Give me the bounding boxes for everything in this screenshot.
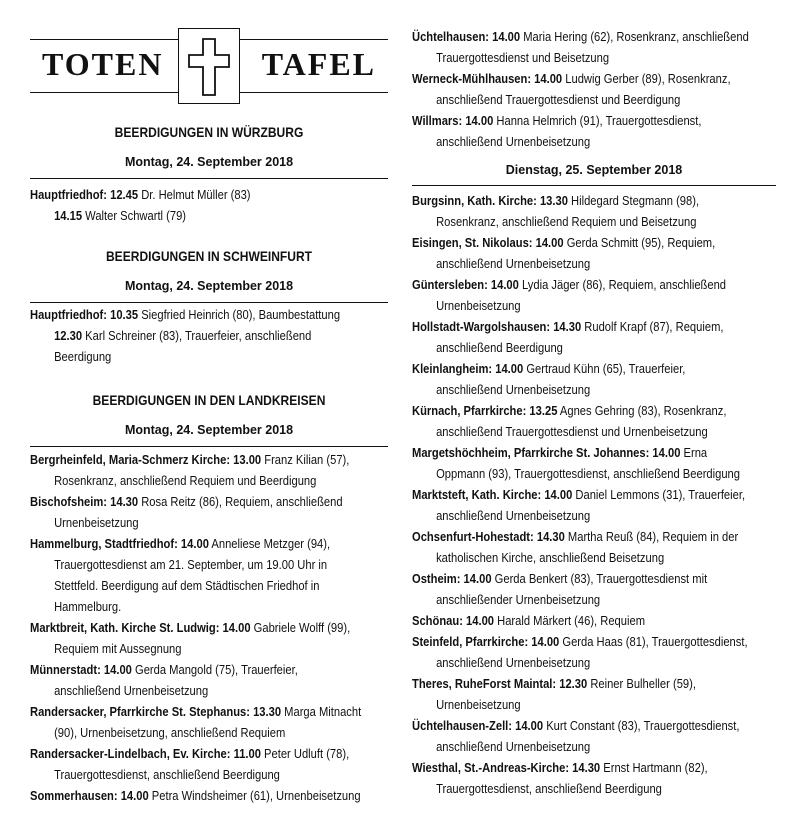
entry-text: Peter Udluft (78), — [260, 746, 350, 761]
entry — [30, 701, 361, 722]
entry-continuation: anschließend Urnenbeisetzung — [436, 134, 591, 149]
entry-text: Gerda Mangold (75), Trauerfeier, — [131, 662, 298, 677]
entry-text: Petra Windsheimer (61), Urnenbeisetzung — [148, 788, 361, 803]
entry-location: Margetshöchheim, Pfarrkirche St. Johannes: 14.00 — [412, 445, 681, 460]
entry-text: Siegfried Heinrich (80), Baumbestattung — [138, 307, 341, 322]
section-title-landkreise: BEERDIGUNGEN IN DEN LANDKREISEN — [92, 392, 326, 408]
entry-continuation: anschließend Beerdigung — [436, 340, 563, 355]
entry-continuation: Requiem mit Aussegnung — [54, 641, 182, 656]
entry-text: Marga Mitnacht — [281, 704, 362, 719]
entry — [412, 110, 749, 131]
entry-text: Hanna Helmrich (91), Trauergottesdienst, — [493, 113, 702, 128]
entry-location: Hauptfriedhof: 10.35 — [30, 307, 139, 322]
entry-continuation: Oppmann (93), Trauergottesdienst, anschließend Beerdigung — [436, 466, 740, 481]
entry-location: Kürnach, Pfarrkirche: 13.25 — [412, 403, 558, 418]
entry-text: Harald Märkert (46), Requiem — [494, 613, 646, 628]
entry — [412, 631, 748, 652]
entry-text: Daniel Lemmons (31), Trauerfeier, — [572, 487, 746, 502]
entry-text: Reiner Bulheller (59), — [587, 676, 696, 691]
entry-text: Maria Hering (62), Rosenkranz, anschließend — [520, 29, 749, 44]
entry-location: Bischofsheim: 14.30 — [30, 494, 139, 509]
entry-text: Gerda Haas (81), Trauergottesdienst, — [559, 634, 748, 649]
entry — [412, 673, 748, 694]
entry-location: Kleinlangheim: 14.00 — [412, 361, 524, 376]
entry — [412, 316, 748, 337]
entry-location: Ostheim: 14.00 — [412, 571, 492, 586]
entry-continuation: (90), Urnenbeisetzung, anschließend Requiem — [54, 725, 286, 740]
entry — [412, 68, 749, 89]
entry-location: Schönau: 14.00 — [412, 613, 495, 628]
date-landkreise: Montag, 24. September 2018 — [124, 423, 294, 437]
cross-icon — [178, 28, 240, 104]
entry — [412, 232, 748, 253]
entry-text: Rudolf Krapf (87), Requiem, — [581, 319, 724, 334]
entry-continuation: Beerdigung — [54, 349, 112, 364]
entry — [412, 568, 748, 589]
entry — [30, 785, 361, 806]
entry-continuation: anschließend Urnenbeisetzung — [436, 739, 591, 754]
entry-continuation: anschließend Urnenbeisetzung — [436, 508, 591, 523]
divider — [30, 178, 388, 179]
entry — [412, 610, 748, 631]
masthead — [30, 28, 388, 108]
divider — [30, 302, 388, 303]
entry-continuation: anschließend Urnenbeisetzung — [436, 655, 591, 670]
entry-location: Sommerhausen: 14.00 — [30, 788, 149, 803]
entry-continuation: Urnenbeisetzung — [436, 298, 521, 313]
entry-text: Hildegard Stegmann (98), — [567, 193, 700, 208]
entry-continuation: Trauergottesdienst und Beisetzung — [436, 50, 610, 65]
divider — [30, 446, 388, 447]
date-tuesday: Dienstag, 25. September 2018 — [505, 163, 683, 177]
entry-location: 14.15 — [54, 208, 83, 223]
entry — [412, 274, 748, 295]
entry-continuation: Hammelburg. — [54, 599, 122, 614]
entry-text: Franz Kilian (57), — [261, 452, 350, 467]
entry-location: Randersacker, Pfarrkirche St. Stephanus: 13.30 — [30, 704, 282, 719]
entry-list-right-top — [412, 26, 749, 152]
entry-location: Üchtelhausen-Zell: 14.00 — [412, 718, 544, 733]
entry-location: Marktbreit, Kath. Kirche St. Ludwig: 14.00 — [30, 620, 251, 635]
entry-continuation: Trauergottesdienst, anschließend Beerdigung — [54, 767, 280, 782]
entry-list-tuesday — [412, 190, 748, 799]
masthead-word-left: TOTEN — [42, 46, 164, 82]
entry — [412, 757, 748, 778]
entry-text: Lydia Jäger (86), Requiem, anschließend — [518, 277, 727, 292]
entry — [30, 491, 361, 512]
entry-location: Burgsinn, Kath. Kirche: 13.30 — [412, 193, 568, 208]
entry-location: Hauptfriedhof: 12.45 — [30, 187, 139, 202]
entry-location: Hammelburg, Stadtfriedhof: 14.00 — [30, 536, 209, 551]
entry-text: Gerda Schmitt (95), Requiem, — [563, 235, 716, 250]
entry — [412, 26, 749, 47]
entry-text: Gertraud Kühn (65), Trauerfeier, — [523, 361, 686, 376]
entry-text: Martha Reuß (84), Requiem in der — [564, 529, 739, 544]
entry — [412, 358, 748, 379]
entry-continuation: Rosenkranz, anschließend Requiem und Beerdigung — [54, 473, 317, 488]
entry-location: Randersacker-Lindelbach, Ev. Kirche: 11.00 — [30, 746, 261, 761]
entry — [30, 659, 361, 680]
entry — [412, 526, 748, 547]
entry-continuation: anschließend Urnenbeisetzung — [436, 256, 591, 271]
entry-location: Steinfeld, Pfarrkirche: 14.00 — [412, 634, 560, 649]
entry-location: Werneck-Mühlhausen: 14.00 — [412, 71, 563, 86]
entry-continuation: anschließend Urnenbeisetzung — [436, 382, 591, 397]
entry-location: Eisingen, St. Nikolaus: 14.00 — [412, 235, 564, 250]
date-schweinfurt: Montag, 24. September 2018 — [124, 279, 294, 293]
section-title-schweinfurt: BEERDIGUNGEN IN SCHWEINFURT — [105, 248, 313, 264]
entry-text: Anneliese Metzger (94), — [208, 536, 331, 551]
entry — [30, 304, 340, 367]
entry — [30, 449, 361, 470]
entry — [30, 617, 361, 638]
entry-text: Dr. Helmut Müller (83) — [138, 187, 251, 202]
entry-continuation: katholischen Kirche, anschließend Beisetzung — [436, 550, 665, 565]
entry-location: Willmars: 14.00 — [412, 113, 494, 128]
entry-text: Walter Schwartl (79) — [82, 208, 187, 223]
entry-location: Münnerstadt: 14.00 — [30, 662, 132, 677]
section-title-wuerzburg: BEERDIGUNGEN IN WÜRZBURG — [114, 124, 304, 140]
entry-continuation: Trauergottesdienst, anschließend Beerdigung — [436, 781, 662, 796]
entry-text: Ludwig Gerber (89), Rosenkranz, — [562, 71, 731, 86]
entry-location: Ochsenfurt-Hohestadt: 14.30 — [412, 529, 565, 544]
entry-continuation: Urnenbeisetzung — [54, 515, 139, 530]
entry-location: 12.30 — [54, 328, 83, 343]
entry-text: Gerda Benkert (83), Trauergottesdienst mit — [491, 571, 708, 586]
entry-continuation: Stettfeld. Beerdigung auf dem Städtischen Friedhof in — [54, 578, 320, 593]
entry-location: Theres, RuheForst Maintal: 12.30 — [412, 676, 588, 691]
entry-continuation: Rosenkranz, anschließend Requiem und Beisetzung — [436, 214, 697, 229]
entry-text: Agnes Gehring (83), Rosenkranz, — [557, 403, 727, 418]
entry-location: Bergrheinfeld, Maria-Schmerz Kirche: 13.00 — [30, 452, 262, 467]
entry-text: Kurt Constant (83), Trauergottesdienst, — [543, 718, 740, 733]
entry-continuation: Urnenbeisetzung — [436, 697, 521, 712]
entry-text: Rosa Reitz (86), Requiem, anschließend — [138, 494, 343, 509]
entry — [412, 715, 748, 736]
date-wuerzburg: Montag, 24. September 2018 — [124, 155, 294, 169]
entry-text: Erna — [680, 445, 708, 460]
entry — [412, 400, 748, 421]
entry — [412, 190, 748, 211]
divider — [412, 185, 776, 186]
entry-continuation: anschließender Urnenbeisetzung — [436, 592, 601, 607]
entry — [412, 484, 748, 505]
entry — [30, 743, 361, 764]
entry-list-landkreise — [30, 449, 361, 806]
entry-text: Ernst Hartmann (82), — [600, 760, 708, 775]
entry — [30, 533, 361, 554]
entry — [412, 442, 748, 463]
entry-continuation: anschließend Urnenbeisetzung — [54, 683, 209, 698]
entry-location: Üchtelhausen: 14.00 — [412, 29, 521, 44]
entry-continuation: anschließend Trauergottesdienst und Beerdigung — [436, 92, 681, 107]
entry-location: Hollstadt-Wargolshausen: 14.30 — [412, 319, 582, 334]
entry-location: Marktsteft, Kath. Kirche: 14.00 — [412, 487, 573, 502]
entry-continuation: anschließend Trauergottesdienst und Urnenbeisetzung — [436, 424, 708, 439]
entry-text: Gabriele Wolff (99), — [250, 620, 351, 635]
entry-location: Güntersleben: 14.00 — [412, 277, 519, 292]
entry — [30, 184, 251, 226]
masthead-word-right: TAFEL — [261, 46, 376, 82]
entry-text: Karl Schreiner (83), Trauerfeier, anschließend — [82, 328, 312, 343]
entry-location: Wiesthal, St.-Andreas-Kirche: 14.30 — [412, 760, 601, 775]
entry-continuation: Trauergottesdienst am 21. September, um 19.00 Uhr in — [54, 557, 328, 572]
